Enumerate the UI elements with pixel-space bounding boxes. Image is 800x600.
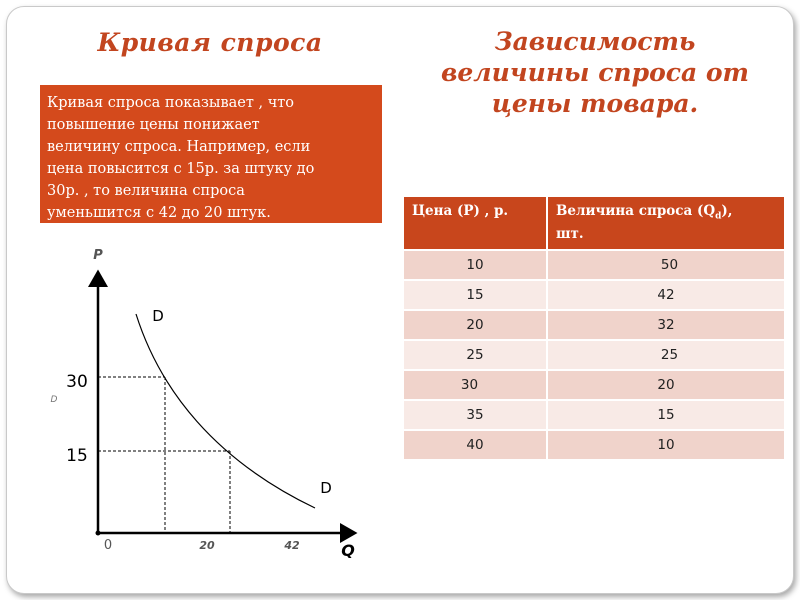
description-line: уменьшится с 42 до 20 штук. xyxy=(47,205,271,221)
table-row xyxy=(404,309,784,339)
origin-dot xyxy=(96,531,101,536)
table-cell-quantity: 25 xyxy=(546,339,784,369)
x-axis-label: Q xyxy=(341,541,355,560)
origin-label: 0 xyxy=(103,538,113,553)
table-header-row xyxy=(404,197,784,249)
x-tick-label: 42 xyxy=(284,539,300,552)
table-cell-price: 25 xyxy=(404,339,546,369)
y-tick-label: 15 xyxy=(66,446,88,466)
table-cell-price: 30 xyxy=(404,369,546,399)
table-row xyxy=(404,249,784,279)
demand-curve xyxy=(136,314,315,508)
description-line: 30р. , то величина спроса xyxy=(47,183,245,199)
curve-label: D xyxy=(50,395,58,405)
table-row xyxy=(404,339,784,369)
x-tick-label: 20 xyxy=(199,539,215,552)
table-cell-price: 40 xyxy=(404,429,546,459)
description-line: величину спроса. Например, если xyxy=(47,139,311,155)
table-cell-price: 20 xyxy=(404,309,546,339)
table-cell-quantity: 42 xyxy=(546,279,784,309)
curve-label: D xyxy=(320,479,332,497)
table-cell-quantity: 32 xyxy=(546,309,784,339)
table-cell-quantity: 50 xyxy=(546,249,784,279)
table-header-quantity-text: Величина спроса (Q xyxy=(556,203,716,219)
table-cell-quantity: 20 xyxy=(546,369,784,399)
table-header-quantity-subscript: d xyxy=(715,211,722,222)
description-line: повышение цены понижает xyxy=(47,117,260,133)
y-axis-label: P xyxy=(93,248,103,263)
table-cell-price: 15 xyxy=(404,279,546,309)
table-row xyxy=(404,279,784,309)
table-row xyxy=(404,399,784,429)
table-header-quantity xyxy=(546,197,784,249)
table-cell-quantity: 15 xyxy=(546,399,784,429)
table-header-price: Цена (P) , р. xyxy=(404,197,546,249)
table-cell-price: 10 xyxy=(404,249,546,279)
table-row xyxy=(404,369,784,399)
table-cell-quantity: 10 xyxy=(546,429,784,459)
table-header-quantity-unit: шт. xyxy=(556,225,584,242)
demand-table xyxy=(404,197,784,459)
guide-lines xyxy=(98,377,230,533)
table-cell-price: 35 xyxy=(404,399,546,429)
table-row xyxy=(404,429,784,459)
slide-title: Кривая спроса xyxy=(97,28,323,57)
table-header-quantity-tail: ), xyxy=(721,203,733,219)
description-line: Кривая спроса показывает , что xyxy=(47,95,295,111)
curve-label: D xyxy=(152,307,164,325)
y-tick-label: 30 xyxy=(66,372,88,392)
table-title: Зависимость величины спроса от цены товара. xyxy=(440,27,750,118)
description-line: цена повысится с 15р. за штуку до xyxy=(47,161,315,177)
